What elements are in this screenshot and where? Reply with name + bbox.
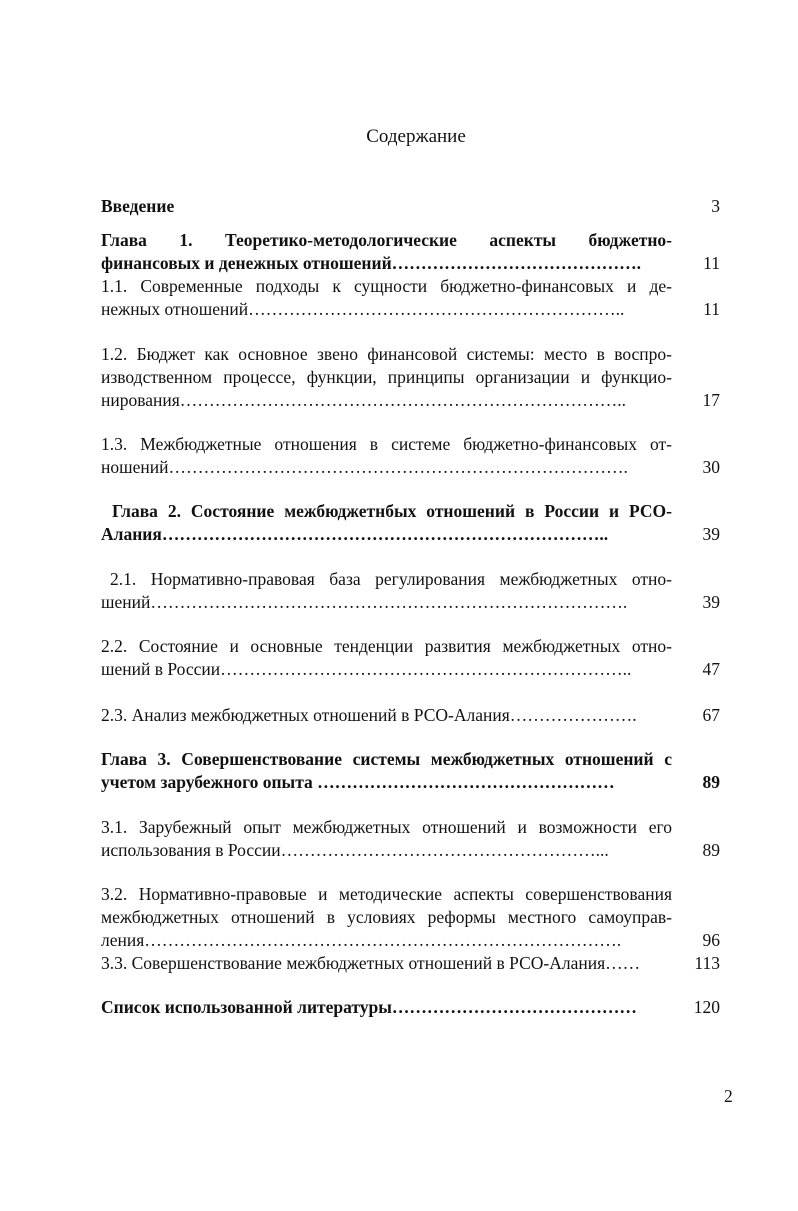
- toc-page-number: 89: [702, 772, 720, 792]
- toc-page-number: 17: [702, 390, 720, 410]
- toc-page-number: 113: [694, 953, 720, 973]
- toc-entry-section-3-1[interactable]: 3.1. Зарубежный опыт межбюджетных отношений и возможности его: [101, 817, 672, 837]
- toc-page-number: 39: [702, 524, 720, 544]
- toc-entry-chapter-1-cont[interactable]: финансовых и денежных отношений…………………………………….: [101, 253, 642, 273]
- toc-entry-section-1-2[interactable]: 1.2. Бюджет как основное звено финансовой системы: место в воспро-: [101, 344, 672, 364]
- toc-page-number: 11: [703, 299, 720, 319]
- toc-page-number: 39: [702, 592, 720, 612]
- toc-entry-section-2-2[interactable]: 2.2. Состояние и основные тенденции развития межбюджетных отно-: [101, 636, 672, 656]
- toc-entry-section-1-3-cont[interactable]: ношений…………………………………………………………………….: [101, 457, 628, 477]
- toc-entry-section-1-3[interactable]: 1.3. Межбюджетные отношения в системе бюджетно-финансовых от-: [101, 434, 672, 454]
- toc-page-number: 30: [702, 457, 720, 477]
- toc-entry-section-3-2-cont[interactable]: межбюджетных отношений в условиях реформы местного самоуправ-: [101, 907, 672, 927]
- toc-page-number: 89: [702, 840, 720, 860]
- toc-entry-section-3-3[interactable]: 3.3. Совершенствование межбюджетных отношений в РСО-Алания……: [101, 953, 641, 973]
- toc-entry-chapter-3[interactable]: Глава 3. Совершенствование системы межбюджетных отношений с: [101, 749, 672, 769]
- toc-entry-section-2-1[interactable]: 2.1. Нормативно-правовая база регулирования межбюджетных отно-: [110, 569, 672, 589]
- toc-entry-section-2-1-cont[interactable]: шений……………………………………………………………………….: [101, 592, 628, 612]
- toc-entry-section-1-2-cont[interactable]: изводственном процессе, функции, принципы организации и функцио-: [101, 367, 672, 387]
- toc-entry-section-2-2-cont[interactable]: шений в России……………………………………………………………..: [101, 659, 632, 679]
- toc-entry-section-3-1-cont[interactable]: использования в России………………………………………………...: [101, 840, 609, 860]
- toc-page-number: 120: [693, 997, 720, 1017]
- toc-page-number: 67: [702, 705, 720, 725]
- toc-page-number: 3: [711, 196, 720, 216]
- toc-entry-section-2-3[interactable]: 2.3. Анализ межбюджетных отношений в РСО-Алания………………….: [101, 705, 637, 725]
- toc-page-number: 47: [702, 659, 720, 679]
- toc-entry-chapter-2-cont[interactable]: Алания…………………………………………………………………..: [101, 524, 609, 544]
- footer-page-number: 2: [724, 1086, 733, 1106]
- toc-entry-chapter-2[interactable]: Глава 2. Состояние межбюджетнбых отношений в России и РСО-: [112, 501, 672, 521]
- toc-page-number: 96: [702, 930, 720, 950]
- toc-page-number: 11: [703, 253, 720, 273]
- toc-entry-bibliography[interactable]: Список использованной литературы……………………………………: [101, 997, 637, 1017]
- toc-entry-section-1-1-cont[interactable]: нежных отношений………………………………………………………..: [101, 299, 625, 319]
- toc-entry-introduction[interactable]: Введение: [101, 196, 175, 216]
- toc-entry-section-3-2[interactable]: 3.2. Нормативно-правовые и методические аспекты совершенствования: [101, 884, 672, 904]
- page-title: Содержание: [366, 126, 466, 147]
- toc-entry-section-3-2-cont[interactable]: ления……………………………………………………………………….: [101, 930, 622, 950]
- toc-entry-chapter-3-cont[interactable]: учетом зарубежного опыта ……………………………………………: [101, 772, 615, 792]
- toc-entry-section-1-2-cont[interactable]: нирования…………………………………………………………………..: [101, 390, 627, 410]
- toc-entry-section-1-1[interactable]: 1.1. Современные подходы к сущности бюджетно-финансовых и де-: [101, 276, 672, 296]
- toc-entry-chapter-1[interactable]: Глава 1. Теоретико-методологические аспекты бюджетно-: [101, 230, 672, 250]
